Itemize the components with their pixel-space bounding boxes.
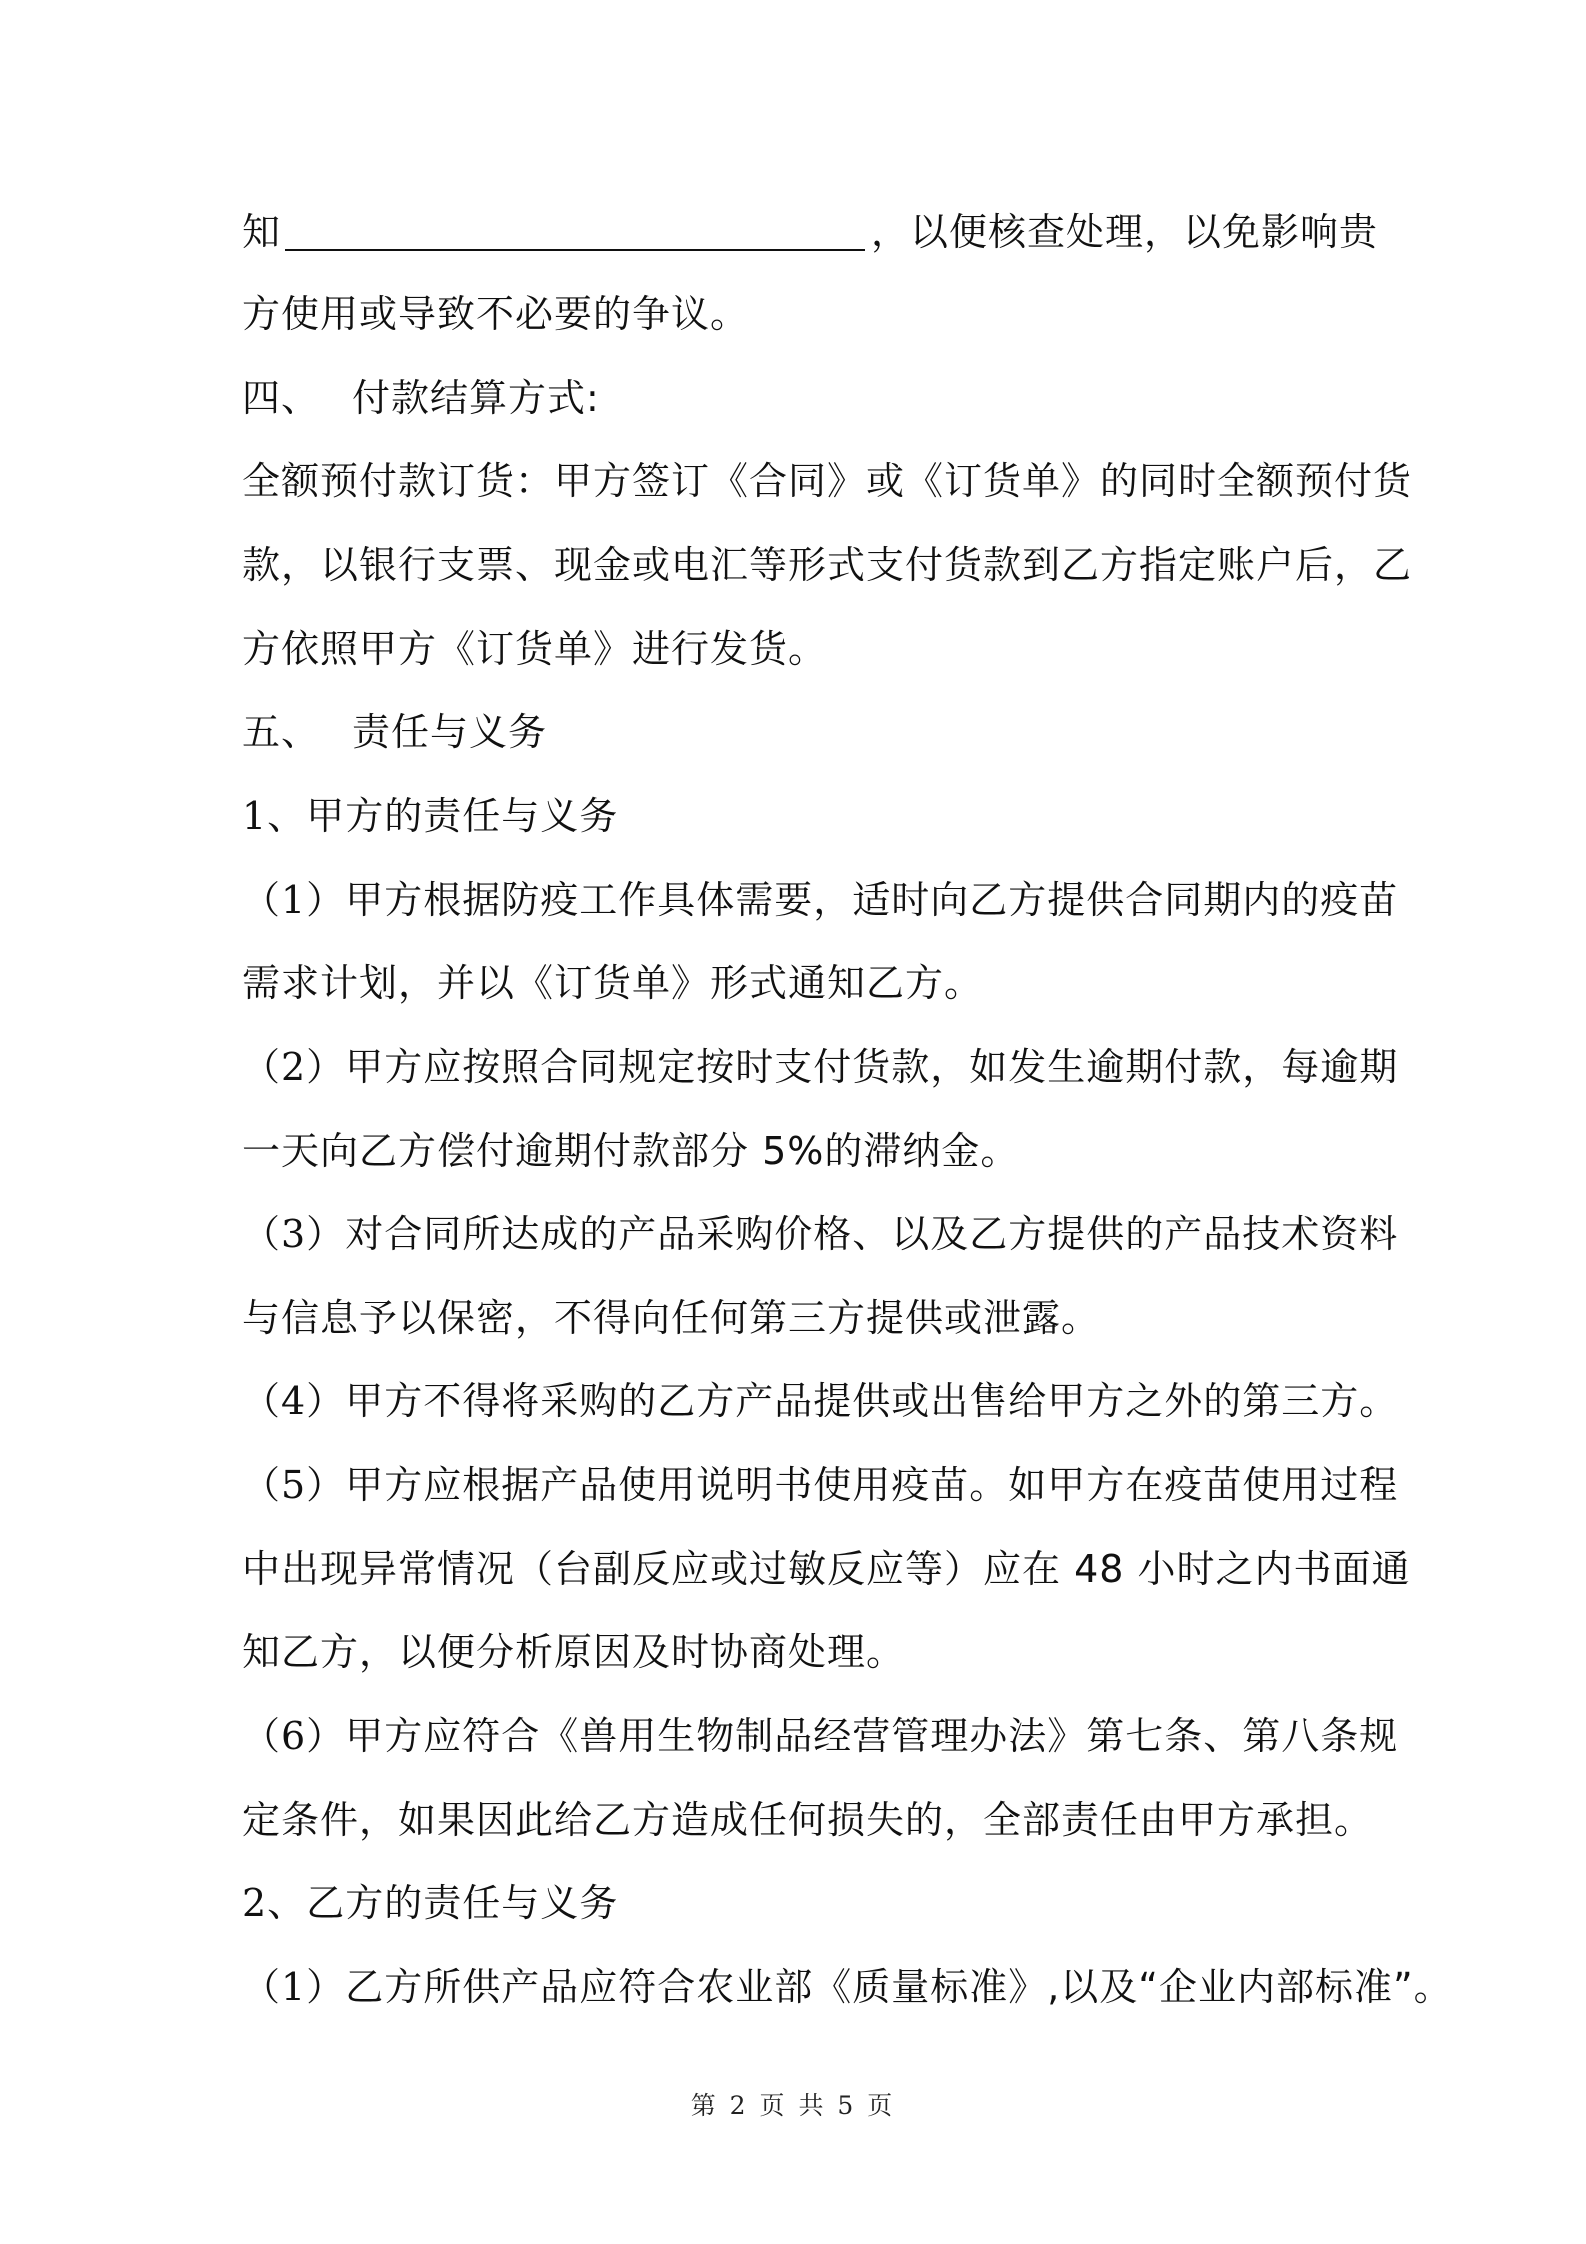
item-text: 甲方应符合《兽用生物制品经营管理办法》第七条、第八条规 xyxy=(345,1714,1399,1758)
text-line: 定条件，如果因此给乙方造成任何损失的，全部责任由甲方承担。 xyxy=(242,1798,1374,1842)
text-fragment: 知 xyxy=(242,210,282,254)
item-number: （2） xyxy=(242,1045,346,1089)
subsection-title: 乙方的责任与义务 xyxy=(306,1881,619,1925)
text-line: 方使用或导致不必要的争议。 xyxy=(242,292,750,336)
section-title: 责任与义务 xyxy=(352,710,548,754)
subsection-heading xyxy=(242,1873,1352,1933)
item-text: 甲方应根据产品使用说明书使用疫苗。如甲方在疫苗使用过程 xyxy=(345,1463,1399,1507)
list-item xyxy=(242,1455,1399,1515)
section-number: 五、 xyxy=(242,710,321,754)
item-number: （3） xyxy=(242,1212,346,1256)
text-line: 中出现异常情况（台副反应或过敏反应等）应在 48 小时之内书面通 xyxy=(242,1547,1411,1591)
section-heading xyxy=(242,702,1352,762)
list-item xyxy=(242,1037,1399,1097)
item-text: 对合同所达成的产品采购价格、以及乙方提供的产品技术资料 xyxy=(345,1212,1399,1256)
subsection-number: 2、 xyxy=(242,1881,307,1925)
list-item xyxy=(242,1371,1399,1431)
item-text: 甲方应按照合同规定按时支付货款，如发生逾期付款，每逾期 xyxy=(345,1045,1399,1089)
fill-in-blank xyxy=(285,211,865,251)
subsection-heading xyxy=(242,786,1352,846)
text-line xyxy=(242,202,1379,262)
item-text: 甲方不得将采购的乙方产品提供或出售给甲方之外的第三方。 xyxy=(345,1379,1399,1423)
list-item xyxy=(242,1204,1399,1264)
subsection-number: 1、 xyxy=(242,794,307,838)
list-item xyxy=(242,870,1399,930)
section-heading xyxy=(242,368,1352,428)
item-number: （1） xyxy=(242,878,346,922)
section-number: 四、 xyxy=(242,376,321,420)
text-line: 知乙方，以便分析原因及时协商处理。 xyxy=(242,1630,906,1674)
text-line: 方依照甲方《订货单》进行发货。 xyxy=(242,627,828,671)
text-fragment: ，以便核查处理，以免影响贵 xyxy=(871,210,1379,254)
item-number: （6） xyxy=(242,1714,346,1758)
subsection-title: 甲方的责任与义务 xyxy=(306,794,619,838)
text-line: 全额预付款订货：甲方签订《合同》或《订货单》的同时全额预付货 xyxy=(242,459,1413,503)
text-line: 一天向乙方偿付逾期付款部分 5%的滞纳金。 xyxy=(242,1129,1020,1173)
section-title: 付款结算方式: xyxy=(352,376,600,420)
list-item xyxy=(242,1706,1399,1766)
list-item xyxy=(242,1957,1453,2017)
item-number: （4） xyxy=(242,1379,346,1423)
text-line: 款，以银行支票、现金或电汇等形式支付货款到乙方指定账户后，乙 xyxy=(242,543,1413,587)
text-line: 与信息予以保密，不得向任何第三方提供或泄露。 xyxy=(242,1296,1101,1340)
page-footer: 第 2 页 共 5 页 xyxy=(690,2091,896,2120)
text-line: 需求计划，并以《订货单》形式通知乙方。 xyxy=(242,961,984,1005)
item-text: 甲方根据防疫工作具体需要，适时向乙方提供合同期内的疫苗 xyxy=(345,878,1399,922)
item-text: 乙方所供产品应符合农业部《质量标准》,以及“企业内部标准”。 xyxy=(345,1965,1453,2009)
item-number: （1） xyxy=(242,1965,346,2009)
item-number: （5） xyxy=(242,1463,346,1507)
